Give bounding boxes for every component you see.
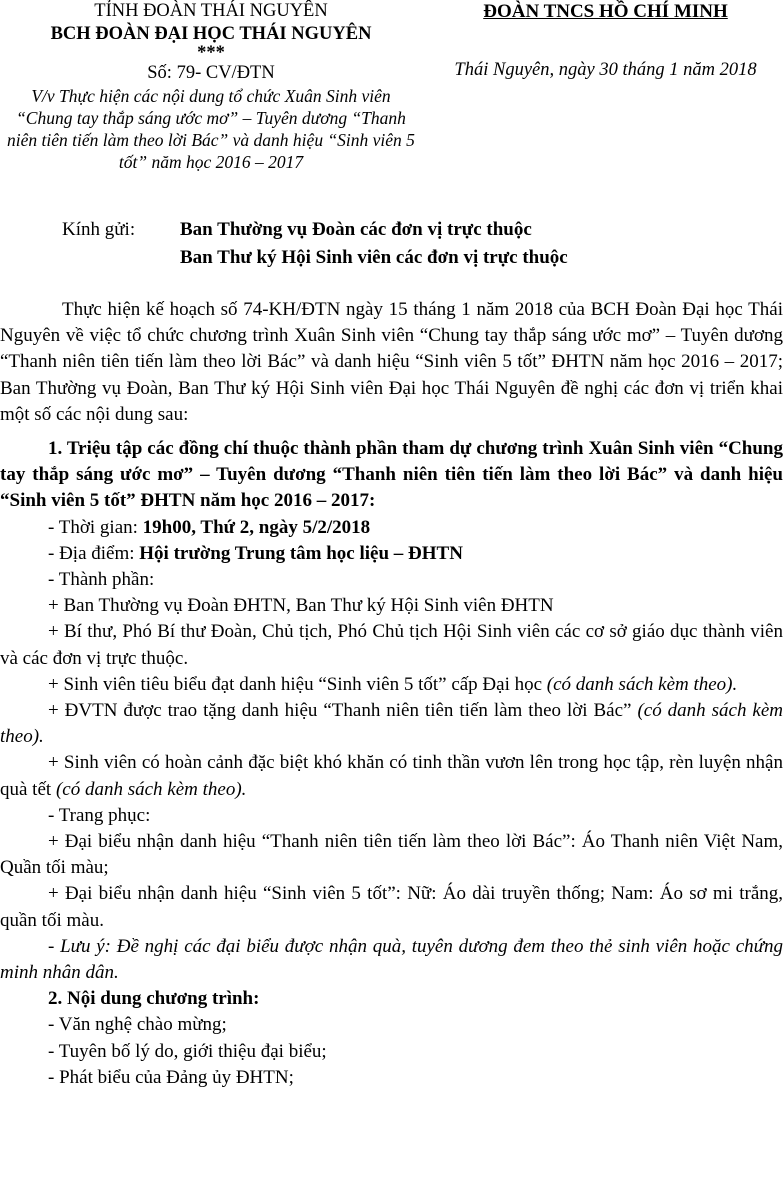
participant-item xyxy=(0,672,783,698)
recipients-label: Kính gửi: xyxy=(62,219,136,240)
attire-label: - Trang phục: xyxy=(48,804,151,826)
participant-note: (có danh sách kèm theo). xyxy=(55,778,247,800)
participant-item: + Bí thư, Phó Bí thư Đoàn, Chủ tịch, Phó Chủ tịch Hội Sinh viên các cơ sở giáo dục thành viên và các đơn vị trực thuộc. xyxy=(0,621,783,669)
participants-label: - Thành phần: xyxy=(48,569,155,591)
participant-text: + ĐVTN được trao tặng danh hiệu “Thanh niên tiên tiến làm theo lời Bác” xyxy=(48,700,638,722)
attire-item: + Đại biểu nhận danh hiệu “Sinh viên 5 tốt”: Nữ: Áo dài truyền thống; Nam: Áo sơ mi trắng, quần tối màu. xyxy=(0,883,783,931)
attire-item: + Đại biểu nhận danh hiệu “Thanh niên tiên tiến làm theo lời Bác”: Áo Thanh niên Việt Nam, Quần tối màu; xyxy=(0,831,783,879)
note-paragraph: - Lưu ý: Đề nghị các đại biểu được nhận quà, tuyên dương đem theo thẻ sinh viên hoặc chứng minh nhân dân. xyxy=(0,935,783,984)
union-name: ĐOÀN TNCS HỒ CHÍ MINH xyxy=(483,1,728,22)
participant-item: + Ban Thường vụ Đoàn ĐHTN, Ban Thư ký Hội Sinh viên ĐHTN xyxy=(48,595,554,617)
org-line-1: TỈNH ĐOÀN THÁI NGUYÊN xyxy=(94,1,328,21)
place-label: - Địa điểm: xyxy=(48,542,140,564)
participant-text: + Sinh viên có hoàn cảnh đặc biệt khó khăn có tinh thần vươn lên trong học tập, rèn luyện nhận quà tết xyxy=(0,752,783,800)
participant-item xyxy=(0,698,783,750)
place-line xyxy=(0,541,783,567)
time-line xyxy=(0,515,783,541)
issuer-block xyxy=(0,0,422,173)
document-subject: V/v Thực hiện các nội dung tổ chức Xuân Sinh viên “Chung tay thắp sáng ước mơ” – Tuyên dương “Thanh niên tiên tiến làm theo lời Bác” và danh hiệu “Sinh viên 5 tốt” năm học 2016 – 2017 xyxy=(7,86,415,172)
time-label: - Thời gian: xyxy=(48,516,143,538)
recipients xyxy=(62,216,762,272)
participant-note: (có danh sách kèm theo). xyxy=(546,673,738,695)
org-line-2: BCH ĐOÀN ĐẠI HỌC THÁI NGUYÊN xyxy=(50,24,372,44)
program-item: - Tuyên bố lý do, giới thiệu đại biểu; xyxy=(48,1040,327,1062)
date-line: Thái Nguyên, ngày 30 tháng 1 năm 2018 xyxy=(454,60,757,80)
participant-item xyxy=(0,750,783,802)
recipient-2: Ban Thư ký Hội Sinh viên các đơn vị trực thuộc xyxy=(180,247,568,268)
program-item: - Phát biểu của Đảng ủy ĐHTN; xyxy=(48,1066,294,1088)
section-1-heading: 1. Triệu tập các đồng chí thuộc thành phần tham dự chương trình Xuân Sinh viên “Chung tay thắp sáng ước mơ” – Tuyên dương “Thanh niên tiên tiến làm theo lời Bác” và danh hiệu “Sinh viên 5 tốt” ĐHTN năm học 2016 – 2017: xyxy=(0,438,783,512)
recipient-1: Ban Thường vụ Đoàn các đơn vị trực thuộc xyxy=(180,219,532,240)
stars-divider: *** xyxy=(197,43,225,63)
intro-paragraph: Thực hiện kế hoạch số 74-KH/ĐTN ngày 15 tháng 1 năm 2018 của BCH Đoàn Đại học Thái Nguyên về việc tổ chức chương trình Xuân Sinh viên “Chung tay thắp sáng ước mơ” – Tuyên dương “Thanh niên tiên tiến làm theo lời Bác” và danh hiệu “Sinh viên 5 tốt” ĐHTN năm học 2016 – 2017; Ban Thường vụ Đoàn, Ban Thư ký Hội Sinh viên Đại học Thái Nguyên đề nghị các đơn vị triển khai một số các nội dung sau: xyxy=(0,299,783,425)
union-block xyxy=(428,0,783,83)
participant-note: (có danh sách kèm theo). xyxy=(0,700,783,748)
participant-text: + Sinh viên tiêu biểu đạt danh hiệu “Sinh viên 5 tốt” cấp Đại học xyxy=(48,673,547,695)
program-item: - Văn nghệ chào mừng; xyxy=(48,1014,227,1036)
document-body xyxy=(0,297,783,1091)
document-number: Số: 79- CV/ĐTN xyxy=(147,63,275,83)
section-2-heading: 2. Nội dung chương trình: xyxy=(48,988,260,1010)
place-value: Hội trường Trung tâm học liệu – ĐHTN xyxy=(139,542,463,564)
time-value: 19h00, Thứ 2, ngày 5/2/2018 xyxy=(142,516,371,538)
